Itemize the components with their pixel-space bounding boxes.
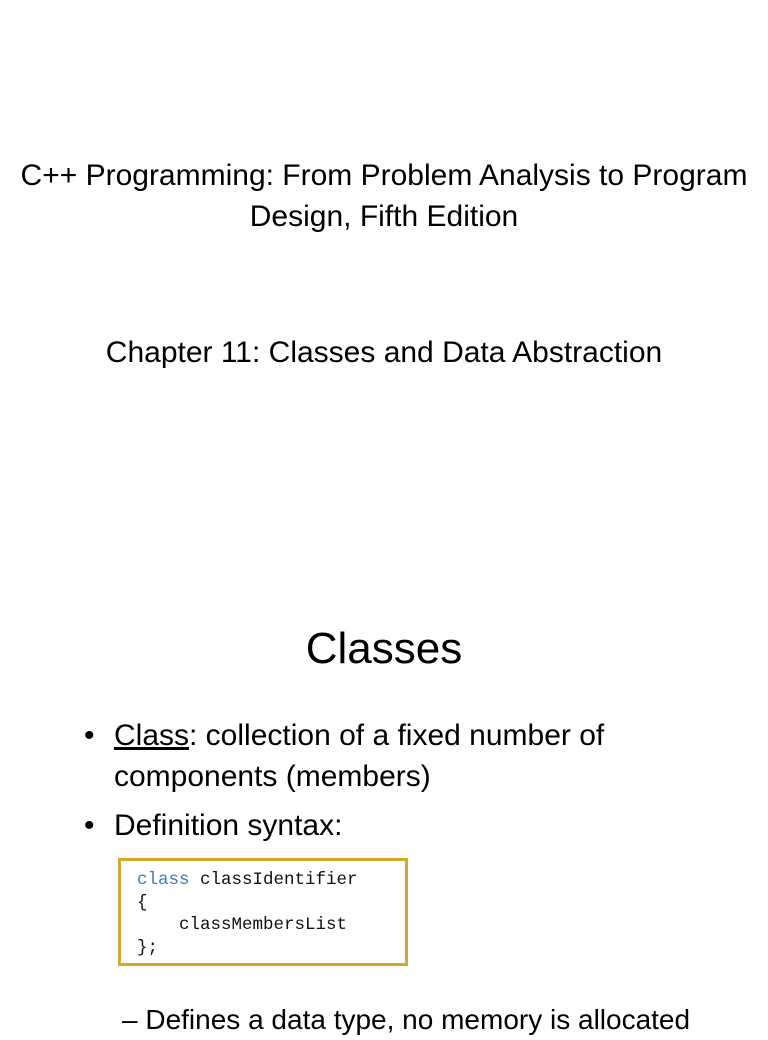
code-line-2: { [137,892,148,913]
classes-slide [0,560,768,1035]
definition-syntax-text: Definition syntax: [114,809,343,842]
class-definition-text: : collection of a fixed number of components (members) [114,719,605,793]
code-box [118,858,408,966]
sub-bullet-data-type: – Defines a data type, no memory is allocated [122,1004,691,1035]
bullet-class-definition [84,715,724,797]
class-term: Class [114,719,190,752]
class-identifier: classIdentifier [189,870,358,890]
bullet-definition-syntax [84,805,724,846]
slide-heading: Classes [305,624,463,673]
chapter-title: Chapter 11: Classes and Data Abstraction [105,336,663,369]
code-line-4: }; [137,937,159,958]
class-keyword: class [137,870,190,890]
code-line-3: classMembersList [137,915,348,935]
bullet-dot-icon: • [84,719,95,752]
code-line-1 [137,869,405,892]
book-title: C++ Programming: From Problem Analysis to Program Design, Fifth Edition [20,159,748,233]
bullet-dot-icon: • [84,809,95,842]
bullet-list [84,715,724,854]
